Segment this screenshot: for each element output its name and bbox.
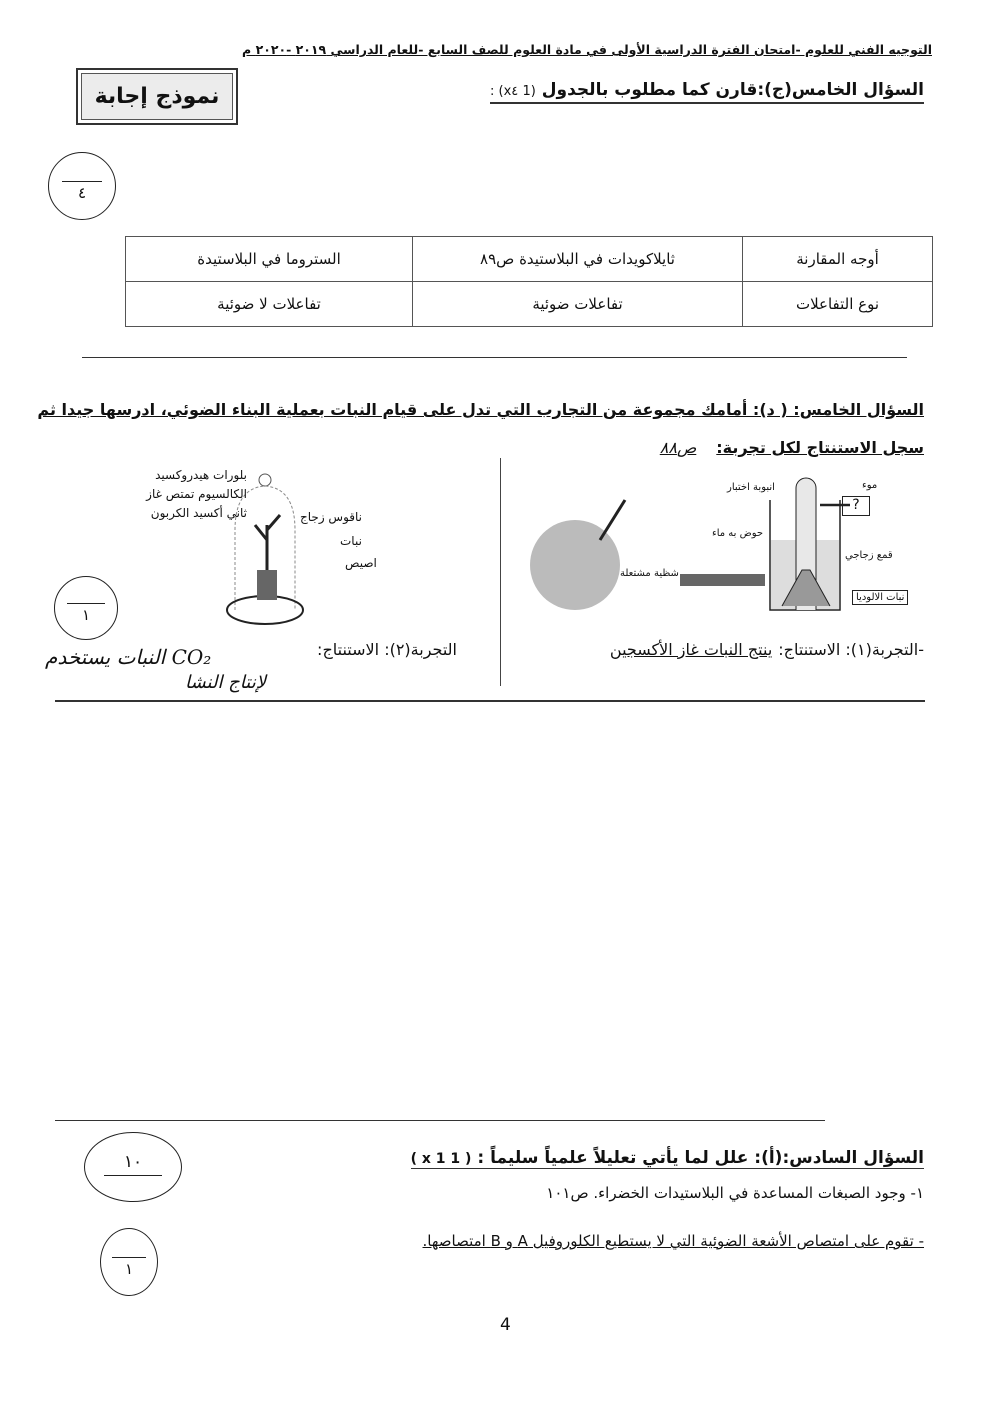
label-basin: حوض به ماء	[712, 528, 764, 539]
q6a-title: السؤال السادس:(أ): علل لما يأتي تعليلاً علمياً سليماً :	[477, 1148, 924, 1168]
table-cell: الستروما في البلاستيدة	[126, 237, 413, 282]
score-circle	[54, 576, 118, 640]
table-cell: نوع التفاعلات	[743, 282, 933, 327]
label-bell: ناقوس زجاج	[300, 510, 363, 524]
hand-with-splint-icon	[530, 520, 620, 610]
label-pot: اصيص	[345, 556, 377, 570]
page-note: ص٨٨	[659, 438, 697, 457]
label-crystals: بلورات هيدروكسيد الكالسيوم تمتص غاز ثاني أكسيد الكربون	[146, 468, 247, 521]
q5c-marks: (1 x٤) :	[490, 84, 536, 99]
label-splint: شظية مشتعلة	[620, 568, 679, 579]
q6a-marks: ( 1 x 1 )	[410, 1151, 472, 1167]
table-cell: أوجه المقارنة	[743, 237, 933, 282]
plant-icon	[255, 515, 280, 570]
score-circle	[48, 152, 116, 220]
exp2-answer-line2: لإنتاج النشا	[185, 672, 266, 693]
q5d-title: السؤال الخامس: ( د): أمامك مجموعة من التجارب التي تدل على قيام النبات بعملية البناء الضوئي، ادرسها جيدا ثم	[37, 400, 924, 419]
score-value: ٤	[77, 183, 87, 202]
exp1-label: -التجربة(١): الاستنتاج:	[778, 640, 924, 659]
q5c-heading	[490, 80, 924, 104]
label-test-tube: انبوبة اختبار	[727, 482, 775, 493]
exp1-answer: ينتج النبات غاز الأكسجين	[609, 640, 773, 659]
score-value: ١	[81, 605, 91, 624]
page-header: التوجيه الفني للعلوم -امتحان الفترة الدراسية الأولى في مادة العلوم للصف السابع -للعام الدراسي ٢٠١٩ -٢٠٢٠ م	[242, 42, 932, 57]
pot-icon	[257, 570, 277, 600]
q6a-answer: - تقوم على امتصاص الأشعة الضوئية التي لا يستطيع الكلوروفيل A و B امتصاصها.	[422, 1232, 924, 1250]
table-cell: تفاعلات ضوئية	[413, 282, 743, 327]
q5d-subtitle: سجل الاستنتاج لكل تجربة:	[716, 438, 924, 457]
divider	[55, 1120, 825, 1121]
q5c-title: السؤال الخامس(ج):قارن كما مطلوب بالجدول	[541, 80, 924, 100]
q6a-item: ١- وجود الصبغات المساعدة في البلاستيدات الخضراء. ص١٠١	[546, 1184, 924, 1202]
q5d-subtitle-row	[660, 438, 924, 457]
divider	[55, 700, 925, 702]
table-row	[126, 237, 933, 282]
score-circle	[100, 1228, 158, 1296]
label-plant2: نبات	[340, 534, 362, 548]
exp1-conclusion	[610, 640, 924, 659]
exp2-label: التجربة(٢): الاستنتاج:	[317, 640, 457, 659]
q6a-heading	[411, 1148, 924, 1169]
label-funnel: قمع زجاجي	[845, 550, 893, 561]
label-plant: نبات الالوديا	[852, 590, 908, 605]
divider	[82, 357, 907, 358]
total-circle	[84, 1132, 182, 1202]
dish-icon	[227, 596, 303, 624]
label-top: موء	[862, 480, 878, 491]
table-cell: تفاعلات لا ضوئية	[126, 282, 413, 327]
question-box: ?	[842, 496, 870, 516]
score-value: ١	[124, 1259, 134, 1278]
answer-model-badge: نموذج إجابة	[76, 68, 238, 125]
comparison-table	[125, 236, 933, 327]
table-row	[126, 282, 933, 327]
bell-knob	[259, 474, 271, 486]
total-value: ١٠	[123, 1151, 143, 1172]
page-number: 4	[500, 1315, 511, 1335]
exp2-answer-line1: النبات يستخدم CO₂	[45, 645, 212, 669]
table-cell: ثايلاكويدات في البلاستيدة ص٨٩	[413, 237, 743, 282]
column-divider	[500, 458, 501, 686]
